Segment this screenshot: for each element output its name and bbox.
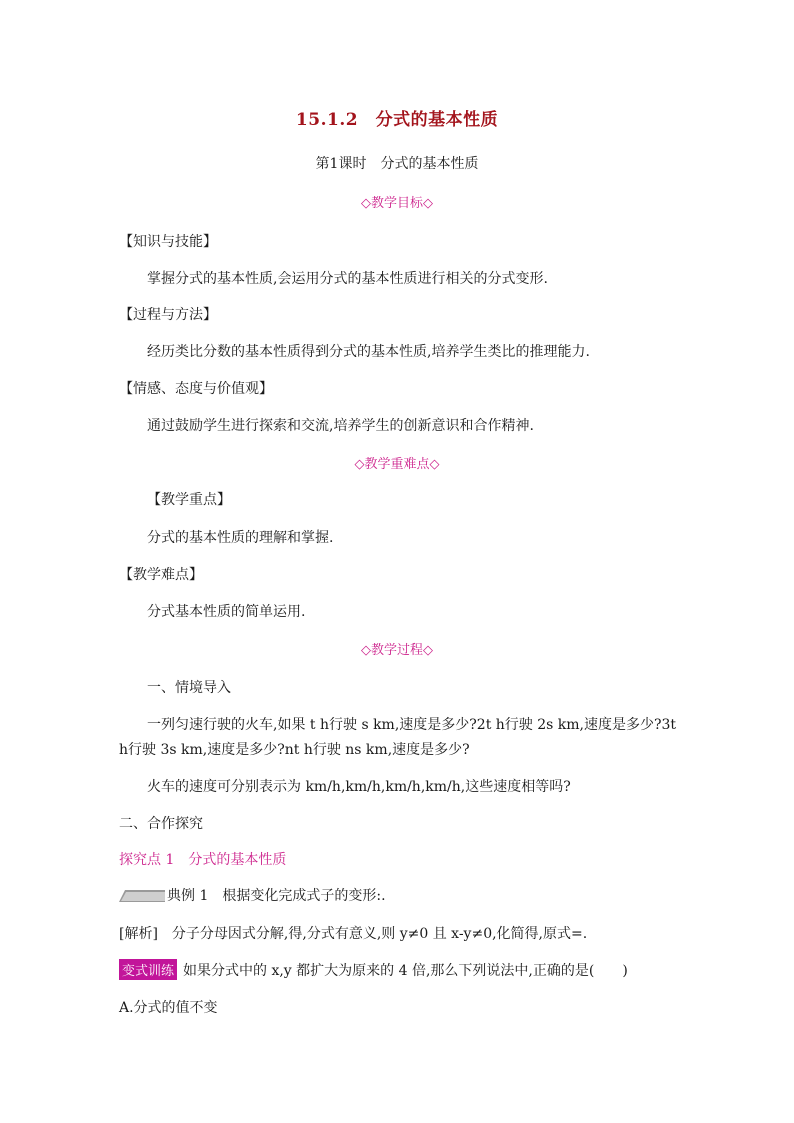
process-methods-heading: 【过程与方法】 bbox=[119, 307, 217, 323]
document-title: 15.1.2 分式的基本性质 bbox=[295, 110, 499, 130]
section-teaching-process: ◇教学过程◇ bbox=[361, 643, 433, 658]
lesson-subtitle: 第1课时 分式的基本性质 bbox=[315, 156, 479, 172]
teaching-difficulty-text: 分式基本性质的简单运用. bbox=[147, 604, 306, 620]
option-a: A.分式的值不变 bbox=[119, 1000, 218, 1016]
example-text: 典例 1 根据变化完成式子的变形:. bbox=[167, 888, 386, 904]
analysis-text: [解析] 分子分母因式分解,得,分式有意义,则 y≠0 且 x-y≠0,化简得,原式=. bbox=[119, 926, 588, 942]
practice-text: 如果分式中的 x,y 都扩大为原来的 4 倍,那么下列说法中,正确的是( ) bbox=[183, 963, 628, 979]
knowledge-skills-text: 掌握分式的基本性质,会运用分式的基本性质进行相关的分式变形. bbox=[147, 271, 548, 287]
emotion-values-text: 通过鼓励学生进行探索和交流,培养学生的创新意识和合作精神. bbox=[147, 418, 534, 434]
intro-question: 火车的速度可分别表示为 km/h,km/h,km/h,km/h,这些速度相等吗? bbox=[147, 779, 571, 795]
practice-tag: 变式训练 bbox=[119, 959, 177, 980]
intro-paragraph-line2: h行驶 3s km,速度是多少?nt h行驶 ns km,速度是多少? bbox=[119, 742, 470, 758]
intro-paragraph-line1: 一列匀速行驶的火车,如果 t h行驶 s km,速度是多少?2t h行驶 2s km,速度是多少?3t bbox=[147, 717, 677, 733]
emotion-values-heading: 【情感、态度与价值观】 bbox=[119, 381, 273, 397]
section-teaching-goals: ◇教学目标◇ bbox=[361, 196, 433, 211]
example-marker-icon bbox=[119, 888, 165, 904]
process-methods-text: 经历类比分数的基本性质得到分式的基本性质,培养学生类比的推理能力. bbox=[147, 344, 590, 360]
example-line bbox=[119, 885, 386, 905]
section-key-difficult-points: ◇教学重难点◇ bbox=[354, 457, 440, 472]
teaching-focus-text: 分式的基本性质的理解和掌握. bbox=[147, 530, 334, 546]
teaching-difficulty-heading: 【教学难点】 bbox=[119, 567, 203, 583]
practice-line bbox=[119, 959, 628, 980]
part-two-heading: 二、合作探究 bbox=[119, 816, 203, 832]
part-one-heading: 一、情境导入 bbox=[147, 680, 231, 696]
knowledge-skills-heading: 【知识与技能】 bbox=[119, 234, 217, 250]
teaching-focus-heading: 【教学重点】 bbox=[147, 492, 231, 508]
explore-point-heading: 探究点 1 分式的基本性质 bbox=[119, 852, 287, 868]
